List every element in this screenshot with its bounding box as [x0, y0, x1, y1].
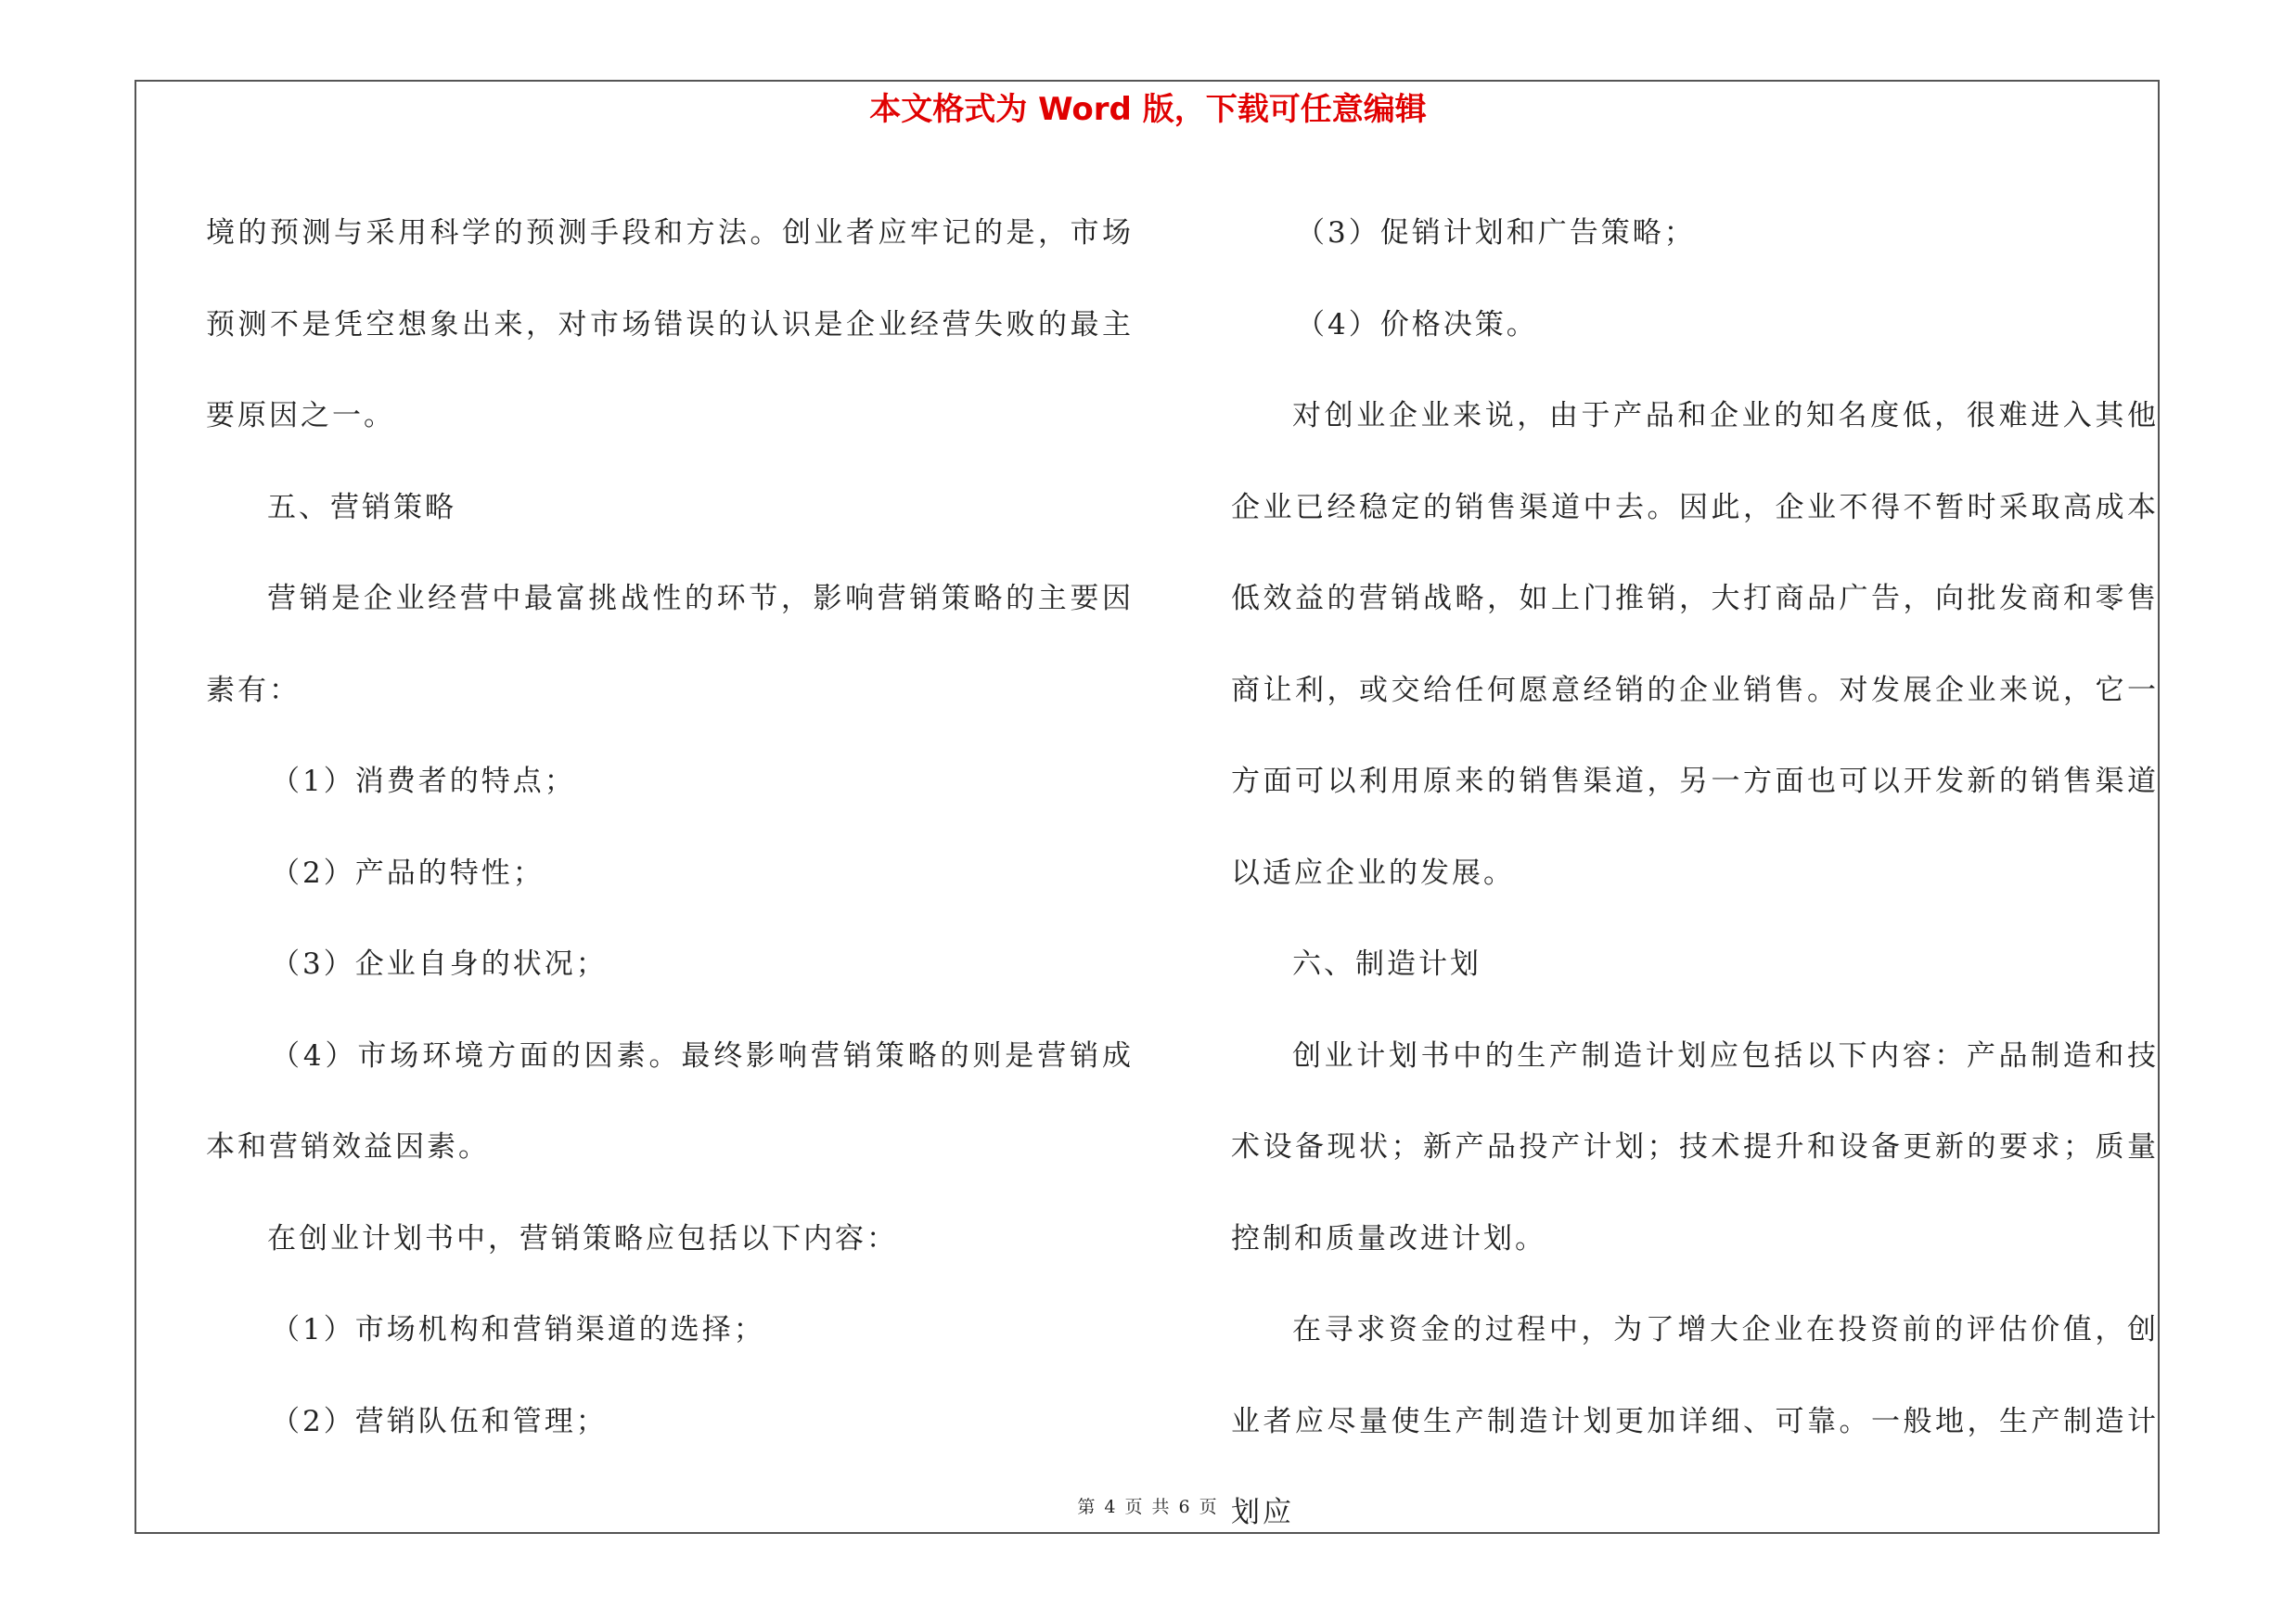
list-item-sales-team: （2）营销队伍和管理； — [271, 1404, 608, 1438]
list-item-promotion: （3）促销计划和广告策略； — [1296, 216, 1696, 250]
list-item-pricing: （4）价格决策。 — [1296, 307, 1538, 341]
list-item-product: （2）产品的特性； — [271, 856, 545, 890]
paragraph-sales-channels: 对创业企业来说，由于产品和企业的知名度低，很难进入其他企业已经稳定的销售渠道中去。因此，企业不得不暂时采取高成本低效益的营销战略，如上门推销，大打商品广告，向批发商和零售商让利，或交给任何愿意经销的企业销售。对发展企业来说，它一方面可以利用原来的销售渠道，另一方面也可以开发新的销售渠道以适应企业的发展。 — [1231, 399, 2159, 890]
paragraph-marketing-contents: 在创业计划书中，营销策略应包括以下内容： — [267, 1221, 898, 1256]
right-column — [1231, 187, 2159, 1559]
paragraph-market-forecast-end: 境的预测与采用科学的预测手段和方法。创业者应牢记的是，市场预测不是凭空想象出来，对市场错误的认识是企业经营失败的最主要原因之一。 — [206, 216, 1134, 432]
paragraph-marketing-factors: 营销是企业经营中最富挑战性的环节，影响营销策略的主要因素有： — [206, 582, 1134, 707]
paragraph-manufacturing-contents: 创业计划书中的生产制造计划应包括以下内容：产品制造和技术设备现状；新产品投产计划；技术提升和设备更新的要求；质量控制和质量改进计划。 — [1231, 1038, 2159, 1256]
list-item-consumers: （1）消费者的特点； — [271, 765, 576, 798]
paragraph-manufacturing-detail: 在寻求资金的过程中，为了增大企业在投资前的评估价值，创业者应尽量使生产制造计划更加详细、可靠。一般地，生产制造计划应 — [1231, 1313, 2159, 1529]
section-heading-manufacturing: 六、制造计划 — [1292, 947, 1481, 981]
word-format-banner: 本文格式为 Word 版，下载可任意编辑 — [869, 91, 1427, 128]
left-column — [206, 187, 1134, 1467]
page-number-footer: 第 4 页 共 6 页 — [1077, 1497, 1219, 1517]
list-item-market-environment: （4）市场环境方面的因素。最终影响营销策略的则是营销成本和营销效益因素。 — [206, 1038, 1134, 1164]
list-item-channels: （1）市场机构和营销渠道的选择； — [271, 1313, 765, 1346]
section-heading-marketing: 五、营销策略 — [267, 490, 456, 524]
list-item-company: （3）企业自身的状况； — [271, 947, 608, 981]
